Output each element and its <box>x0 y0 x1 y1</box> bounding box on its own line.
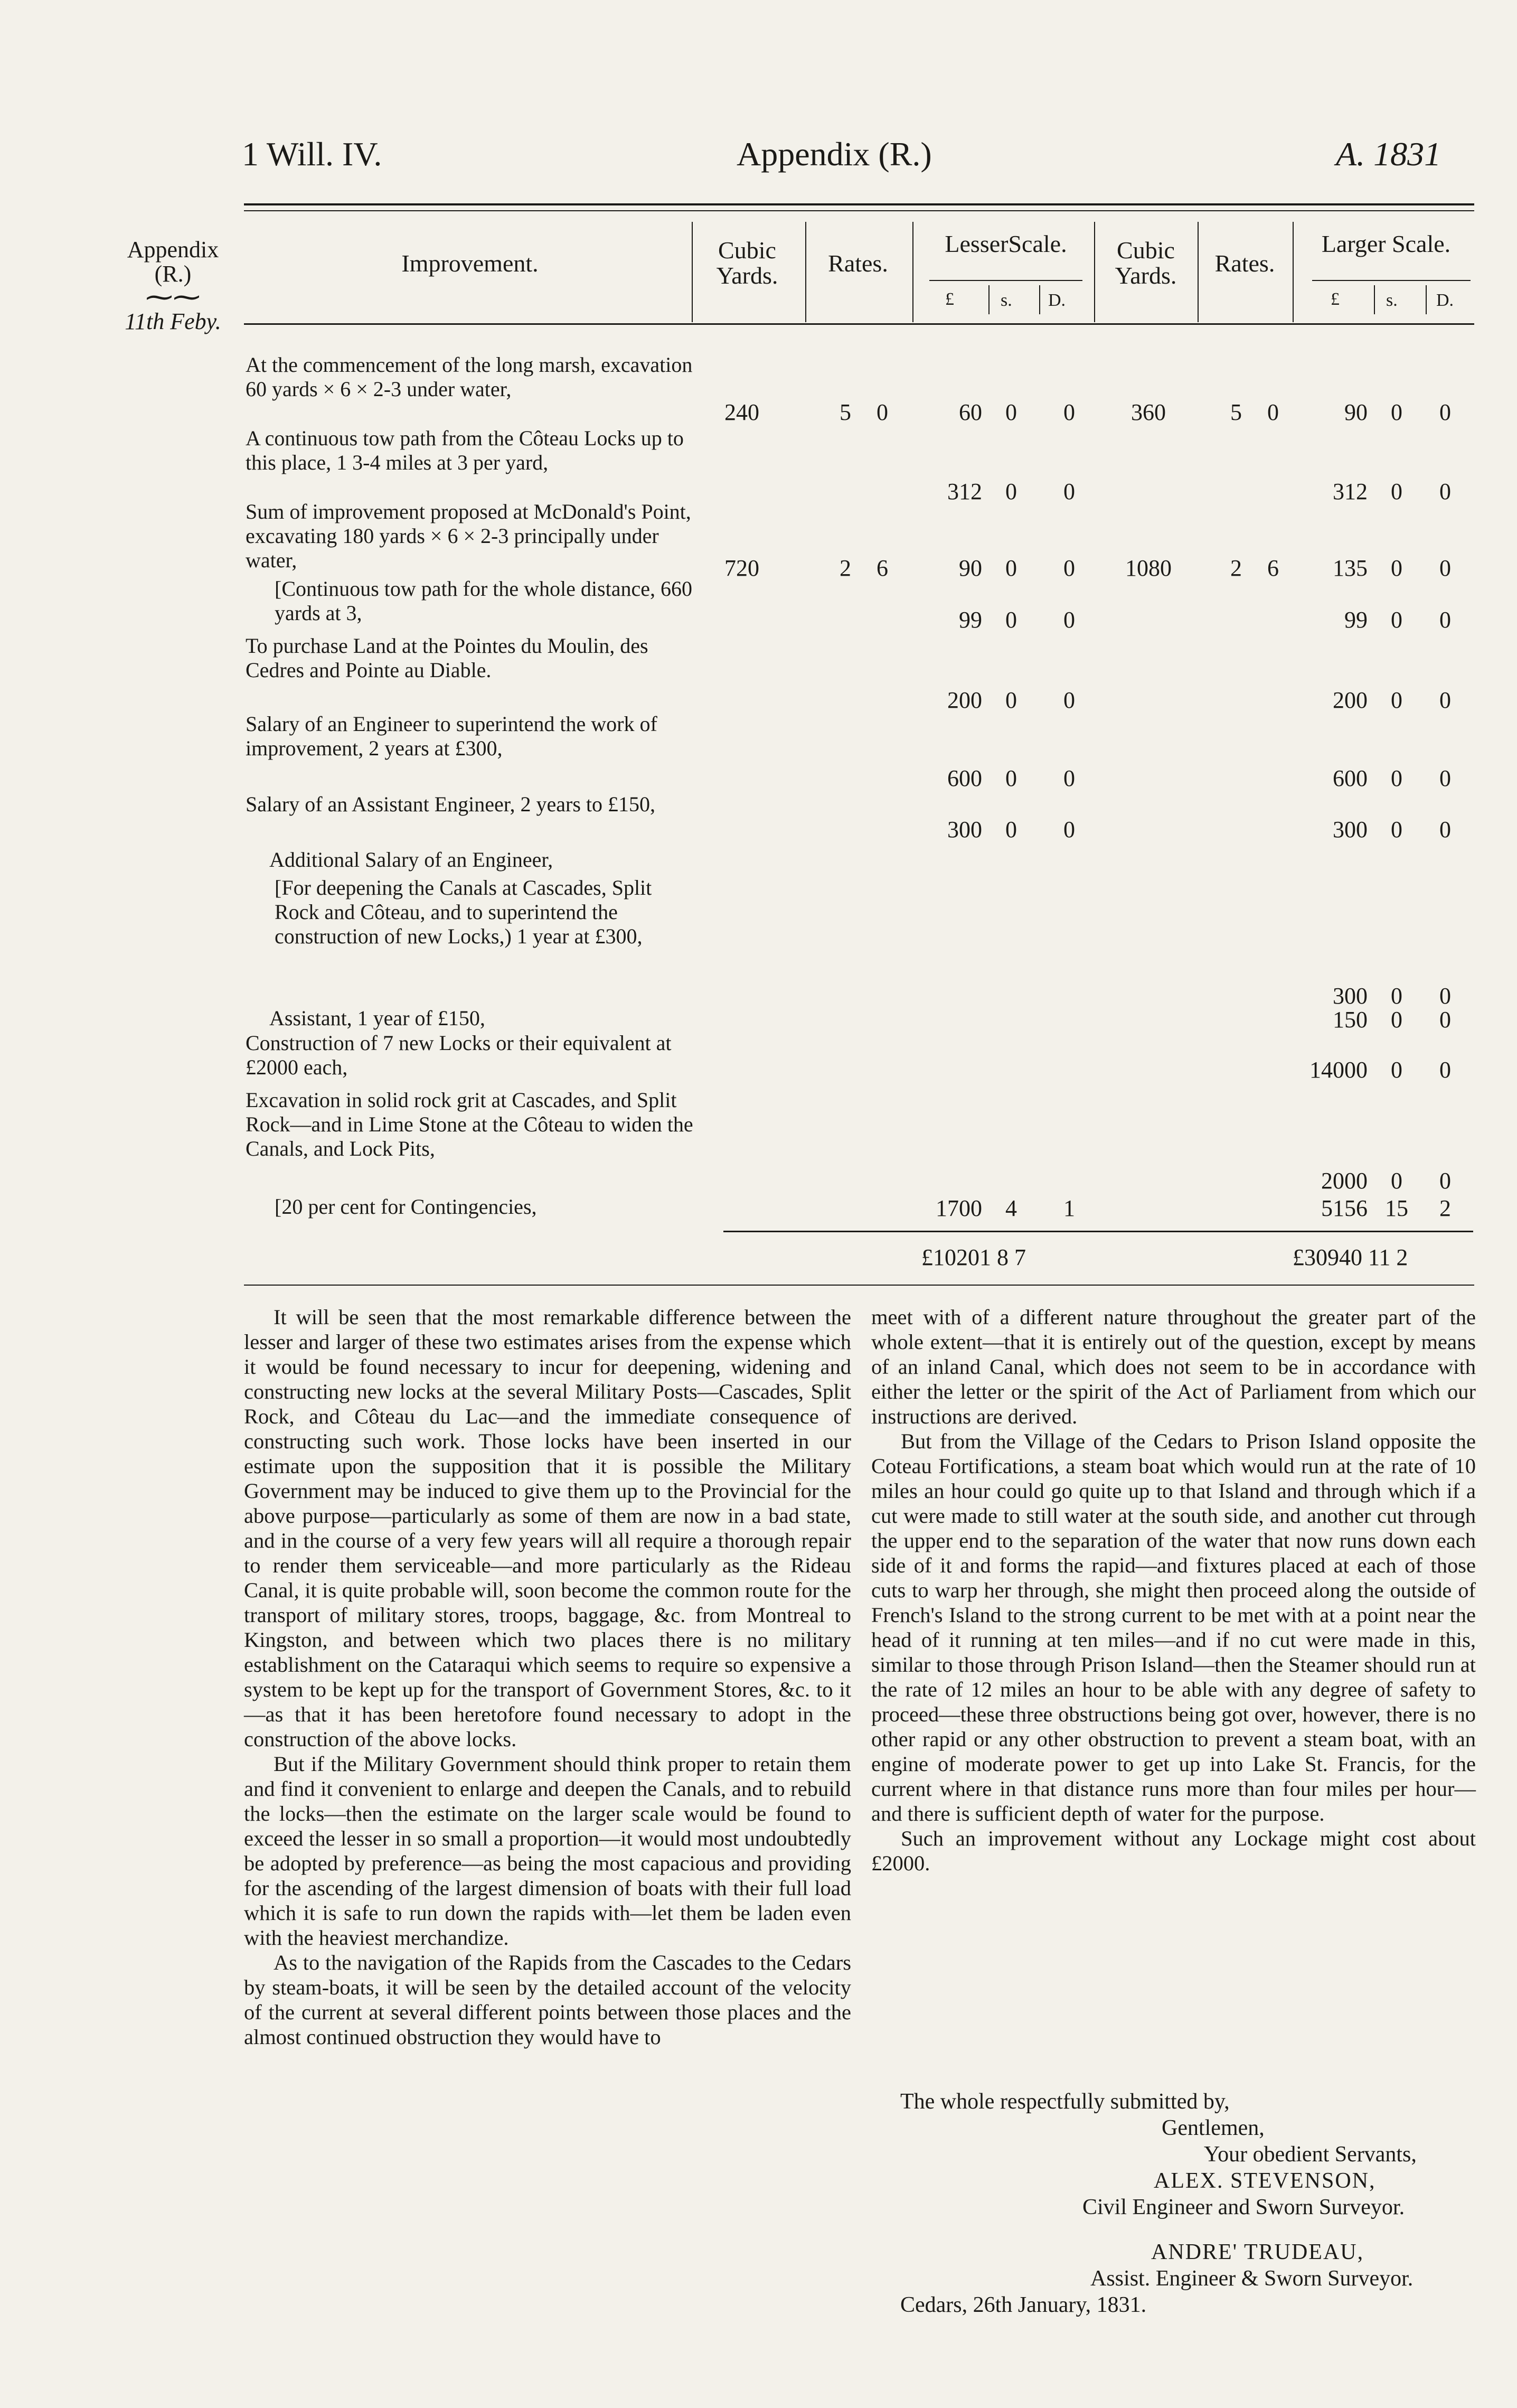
cell-lesser-pence: 0 <box>1063 765 1075 791</box>
totals-rule <box>723 1231 1473 1232</box>
col-header-cubic-yards-1: Cubic Yards. <box>716 237 778 289</box>
signatory-name-1: ALEX. STEVENSON, <box>1154 2169 1376 2193</box>
margin-note <box>108 238 238 334</box>
cell-rate-s: 2 <box>840 555 851 581</box>
cell-lesser-pound: 200 <box>947 687 982 713</box>
paragraph: Such an improvement without any Lockage might cost about £2000. <box>871 1826 1476 1875</box>
cell-larger-pence: 0 <box>1439 983 1451 1009</box>
cell-cubic-yards: 720 <box>724 555 759 581</box>
paragraph: But from the Village of the Cedars to Prison Island opposite the Coteau Fortifications, a steam boat which would run at the rate of 10 miles an hour could go quite up to that Island and through which if a cut were made to still water at the south side, and another cut through the upper end to the separation of the water that now runs down each side of it and forms the rapid—and fixtures placed at each of those cuts to warp her through, she might then proceed along the outside of French's Island to the strong current to be met with at a point near the head of it running at ten miles—and if no cut were made in this, similar to those through Prison Island—then the Steamer should run at the rate of 12 miles an hour to be able with any degree of safety to proceed—these three obstructions being got over, however, there is no other rapid or any other obstruction to prevent a steam boat, with an engine of moderate power to get up into Lake St. Francis, for the current where in that distance runs more than four miles per hour—and there is sufficient depth of water for the purpose. <box>871 1429 1476 1825</box>
cell-rate-s: 5 <box>840 399 851 425</box>
cell-lesser-shilling: 0 <box>1005 817 1017 842</box>
col-header-cubic-yards-2: Cubic Yards. <box>1115 237 1177 289</box>
cell-larger-pound: 5156 <box>1321 1195 1368 1221</box>
cell-larger-pence: 0 <box>1439 687 1451 713</box>
header-year: A. 1831 <box>1336 135 1441 173</box>
cell-lesser-pence: 0 <box>1063 817 1075 842</box>
margin-note-r: (R.) <box>154 261 192 287</box>
margin-note-appendix: Appendix <box>127 237 219 263</box>
table-row-item: To purchase Land at the Pointes du Moulin, des Cedres and Pointe au Diable. <box>246 634 648 682</box>
rule-v <box>912 222 913 322</box>
cell-larger-shilling: 15 <box>1385 1195 1408 1221</box>
cell-lesser-pound: 300 <box>947 817 982 842</box>
table-row-item: [For deepening the Canals at Cascades, Split Rock and Côteau, and to superintend the construction of new Locks,) 1 year at £300, <box>275 876 652 948</box>
col-header-rates-1: Rates. <box>828 250 888 277</box>
cell-larger-pound: 200 <box>1333 687 1368 713</box>
col-header-rates-2: Rates. <box>1214 250 1275 277</box>
table-row-item: Salary of an Engineer to superintend the work of improvement, 2 years at £300, <box>246 712 657 760</box>
cell-larger-shilling: 0 <box>1391 399 1402 425</box>
cell-larger-shilling: 0 <box>1391 983 1402 1009</box>
cell-larger-pence: 0 <box>1439 399 1451 425</box>
lesser-pound-header: £ <box>945 289 954 309</box>
rule-v <box>1426 285 1427 314</box>
cell-larger-pound: 600 <box>1333 765 1368 791</box>
cell-lesser-pence: 0 <box>1063 607 1075 633</box>
rule-v <box>1374 285 1375 314</box>
table-row-item: At the commencement of the long marsh, excavation 60 yards × 6 × 2-3 under water, <box>246 353 693 401</box>
lesser-scale-subrule <box>929 280 1082 281</box>
table-header-rule <box>244 323 1474 325</box>
cell-larger-pound: 14000 <box>1309 1057 1368 1083</box>
cell-larger-shilling: 0 <box>1391 555 1402 581</box>
cell-lesser-shilling: 0 <box>1005 555 1017 581</box>
rule-v <box>1293 222 1294 322</box>
total-larger-scale: £30940 11 2 <box>1293 1244 1408 1270</box>
left-column <box>244 1305 851 2049</box>
rule-v <box>988 285 990 314</box>
signatory-title-1: Civil Engineer and Sworn Surveyor. <box>1082 2195 1405 2219</box>
rule-v <box>692 222 693 322</box>
cell-larger-shilling: 0 <box>1391 479 1402 504</box>
cell-larger-pence: 0 <box>1439 1168 1451 1194</box>
table-row-item: Assistant, 1 year of £150, <box>269 1006 485 1030</box>
table-row-item: Salary of an Assistant Engineer, 2 years to £150, <box>246 792 656 816</box>
cell-rate-s: 2 <box>1230 555 1242 581</box>
table-row-item: Excavation in solid rock grit at Cascades, and Split Rock—and in Lime Stone at the Côteau to widen the Canals, and Lock Pits, <box>246 1088 693 1160</box>
col-header-improvement: Improvement. <box>401 250 539 277</box>
cell-larger-shilling: 0 <box>1391 1007 1402 1033</box>
cell-cubic-yards: 240 <box>724 399 759 425</box>
cell-larger-pound: 135 <box>1333 555 1368 581</box>
cell-larger-pound: 300 <box>1333 817 1368 842</box>
cell-larger-pound: 90 <box>1344 399 1368 425</box>
cell-lesser-pence: 0 <box>1063 687 1075 713</box>
paragraph: As to the navigation of the Rapids from the Cascades to the Cedars by steam-boats, it will be seen by the detailed account of the velocity of the current at several different points between those places and the almost continued obstruction they would have to <box>244 1951 851 2049</box>
cell-larger-pence: 0 <box>1439 607 1451 633</box>
larger-scale-subrule <box>1312 280 1471 281</box>
cell-lesser-pence: 0 <box>1063 479 1075 504</box>
table-row-item: [20 per cent for Contingencies, <box>275 1195 537 1219</box>
cell-lesser-pound: 312 <box>947 479 982 504</box>
rule-v <box>1094 222 1095 322</box>
signatory-name-2: ANDRE' TRUDEAU, <box>1151 2240 1364 2264</box>
cell-lesser-shilling: 0 <box>1005 479 1017 504</box>
total-lesser-scale: £10201 8 7 <box>921 1244 1026 1270</box>
table-row-item: Sum of improvement proposed at McDonald's Point, excavating 180 yards × 6 × 2-3 principally under water, <box>246 500 691 572</box>
cell-larger-pence: 0 <box>1439 1057 1451 1083</box>
lesser-pence-header: D. <box>1048 291 1066 310</box>
table-bottom-rule <box>244 1285 1474 1286</box>
cell-lesser-pound: 1700 <box>936 1195 982 1221</box>
rule-v <box>1198 222 1199 322</box>
header-rule-thin <box>244 210 1474 211</box>
valediction: Your obedient Servants, <box>1204 2142 1417 2167</box>
cell-rate-d: 6 <box>877 555 888 581</box>
paragraph: It will be seen that the most remarkable difference between the lesser and larger of these two estimates arises from the expense which it would be found necessary to incur for deepening, widening and constructing new locks at the several Military Posts—Cascades, Split Rock, and Côteau du Lac—and the immediate consequence of constructing such work. Those locks have been inserted in our estimate upon the supposition that it is possible the Military Government may be induced to give them up to the Provincial for the above purpose—particularly as some of them are now in a bad state, and in the course of a very few years will all require a thorough repair to render them serviceable—and more particularly as the Rideau Canal, it is quite probable will, soon become the common route for the transport of military stores, troops, baggage, &c. from Montreal to Kingston, and between which two places there is no military establishment on the Cataraqui which seems to require so expensive a system to be kept up for the transport of Government Stores, &c. to it—as that it has been heretofore found necessary to adopt in the construction of the above locks. <box>244 1305 851 1751</box>
cell-larger-pence: 0 <box>1439 479 1451 504</box>
header-appendix: Appendix (R.) <box>737 135 932 173</box>
cell-larger-pound: 2000 <box>1321 1168 1368 1194</box>
cell-lesser-pence: 0 <box>1063 555 1075 581</box>
lesser-shilling-header: s. <box>1001 291 1012 310</box>
rule-v <box>805 222 806 322</box>
cell-larger-pence: 0 <box>1439 555 1451 581</box>
cell-lesser-pence: 0 <box>1063 399 1075 425</box>
table-row-item: Construction of 7 new Locks or their equivalent at £2000 each, <box>246 1031 672 1079</box>
salutation: Gentlemen, <box>1162 2116 1265 2140</box>
col-header-larger-scale: Larger Scale. <box>1321 230 1451 257</box>
cell-cubic-yards: 1080 <box>1125 555 1172 581</box>
cell-lesser-pound: 99 <box>959 607 982 633</box>
header-volume: 1 Will. IV. <box>242 135 382 173</box>
cell-larger-pence: 0 <box>1439 817 1451 842</box>
cell-larger-shilling: 0 <box>1391 817 1402 842</box>
cell-larger-shilling: 0 <box>1391 687 1402 713</box>
cell-larger-shilling: 0 <box>1391 765 1402 791</box>
cell-larger-pound: 312 <box>1333 479 1368 504</box>
cell-larger-pence: 2 <box>1439 1195 1451 1221</box>
margin-note-swash-icon: ⁓⁓ <box>145 283 201 313</box>
larger-pence-header: D. <box>1436 291 1454 310</box>
cell-larger-pence: 0 <box>1439 1007 1451 1033</box>
cell-lesser-pound: 60 <box>959 399 982 425</box>
cell-larger-pound: 150 <box>1333 1007 1368 1033</box>
cell-larger-pence: 0 <box>1439 765 1451 791</box>
rule-v <box>1039 285 1040 314</box>
col-header-lesser-scale: LesserScale. <box>945 230 1067 257</box>
larger-pound-header: £ <box>1331 289 1340 309</box>
cell-rate-d: 0 <box>877 399 888 425</box>
closing-line: The whole respectfully submitted by, <box>900 2090 1230 2114</box>
cell-lesser-shilling: 0 <box>1005 765 1017 791</box>
table-row-item: A continuous tow path from the Côteau Locks up to this place, 1 3-4 miles at 3 per yard, <box>246 426 684 474</box>
larger-shilling-header: s. <box>1386 291 1398 310</box>
header-rule-thick <box>244 203 1474 205</box>
right-column <box>871 1305 1476 1876</box>
cell-lesser-shilling: 0 <box>1005 607 1017 633</box>
cell-lesser-shilling: 0 <box>1005 687 1017 713</box>
place-date: Cedars, 26th January, 1831. <box>900 2293 1147 2317</box>
cell-larger-shilling: 0 <box>1391 1057 1402 1083</box>
cell-larger-pound: 99 <box>1344 607 1368 633</box>
cell-larger-pound: 300 <box>1333 983 1368 1009</box>
cell-lesser-pound: 90 <box>959 555 982 581</box>
table-row-item: Additional Salary of an Engineer, <box>269 848 553 872</box>
paragraph: But if the Military Government should think proper to retain them and find it convenient to enlarge and deepen the Canals, and to rebuild the locks—then the estimate on the larger scale would be found to exceed the lesser in so small a proportion—it would most undoubtedly be adopted by preference—as being the most capacious and providing for the ascending of the largest dimension of boats with their full load which it is safe to run down the rapids with—let them be laden even with the heaviest merchandize. <box>244 1752 851 1950</box>
table-row-item: [Continuous tow path for the whole distance, 660 yards at 3, <box>275 577 692 625</box>
margin-note-date: 11th Feby. <box>125 308 221 335</box>
cell-rate-s: 5 <box>1230 399 1242 425</box>
cell-lesser-pence: 1 <box>1063 1195 1075 1221</box>
cell-lesser-pound: 600 <box>947 765 982 791</box>
cell-rate-d: 6 <box>1267 555 1279 581</box>
signatory-title-2: Assist. Engineer & Sworn Surveyor. <box>1090 2266 1414 2291</box>
cell-larger-shilling: 0 <box>1391 607 1402 633</box>
cell-lesser-shilling: 0 <box>1005 399 1017 425</box>
cell-lesser-shilling: 4 <box>1005 1195 1017 1221</box>
paragraph: meet with of a different nature throughout the greater part of the whole extent—that it is entirely out of the question, except by means of an inland Canal, which does not seem to be in accordance with either the letter or the spirit of the Act of Parliament from which our instructions are derived. <box>871 1305 1476 1428</box>
cell-cubic-yards: 360 <box>1131 399 1166 425</box>
cell-rate-d: 0 <box>1267 399 1279 425</box>
cell-larger-shilling: 0 <box>1391 1168 1402 1194</box>
